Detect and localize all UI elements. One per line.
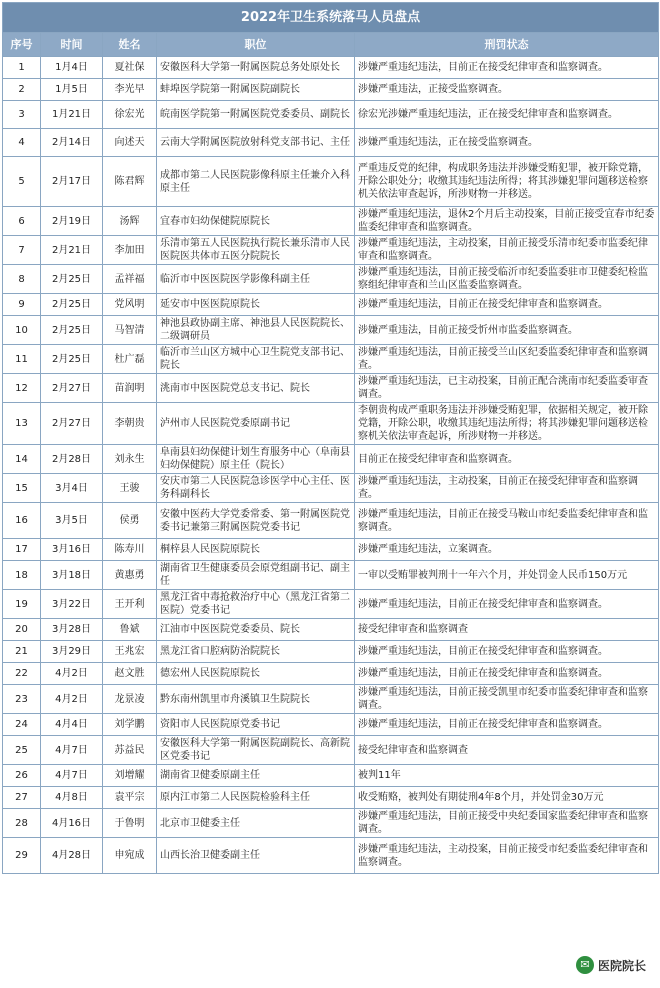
row-number: 7 xyxy=(3,236,41,265)
table-row xyxy=(3,316,659,345)
row-number: 5 xyxy=(3,157,41,207)
row-status: 接受纪律审查和监察调查 xyxy=(355,736,659,765)
table-row xyxy=(3,736,659,765)
row-name: 于鲁明 xyxy=(103,809,157,838)
row-name: 陈寿川 xyxy=(103,539,157,561)
row-status: 接受纪律审查和监察调查 xyxy=(355,619,659,641)
row-number: 11 xyxy=(3,345,41,374)
table-row xyxy=(3,294,659,316)
row-name: 刘增耀 xyxy=(103,765,157,787)
table-row xyxy=(3,809,659,838)
table-row xyxy=(3,101,659,129)
row-position: 安庆市第二人民医院急诊医学中心主任、医务科副科长 xyxy=(157,474,355,503)
row-position: 阜南县妇幼保健计划生育服务中心（阜南县妇幼保健院）原主任（院长） xyxy=(157,445,355,474)
table-row xyxy=(3,714,659,736)
table-row xyxy=(3,265,659,294)
row-status: 涉嫌严重违纪违法，主动投案，目前正接受乐清市纪委市监委纪律审查和监察调查。 xyxy=(355,236,659,265)
row-position: 黔东南州凯里市舟溪镇卫生院院长 xyxy=(157,685,355,714)
row-number: 22 xyxy=(3,663,41,685)
row-status: 涉嫌严重违纪违法，正在接受监察调查。 xyxy=(355,129,659,157)
row-status: 涉嫌严重违纪违法，目前正在接受纪律审查和监察调查。 xyxy=(355,641,659,663)
row-status: 涉嫌严重违纪违法，目前正在接受纪律审查和监察调查。 xyxy=(355,294,659,316)
row-number: 19 xyxy=(3,590,41,619)
row-number: 3 xyxy=(3,101,41,129)
row-status: 目前正在接受纪律审查和监察调查。 xyxy=(355,445,659,474)
row-name: 赵文胜 xyxy=(103,663,157,685)
row-date: 2月14日 xyxy=(41,129,103,157)
row-position: 蚌埠医学院第一附属医院副院长 xyxy=(157,79,355,101)
table-row xyxy=(3,765,659,787)
row-date: 4月7日 xyxy=(41,765,103,787)
row-date: 4月4日 xyxy=(41,714,103,736)
table-row xyxy=(3,787,659,809)
row-position: 江油市中医医院党委委员、院长 xyxy=(157,619,355,641)
row-date: 2月27日 xyxy=(41,374,103,403)
table-row xyxy=(3,236,659,265)
row-position: 宜春市妇幼保健院原院长 xyxy=(157,207,355,236)
table-row xyxy=(3,374,659,403)
row-date: 3月29日 xyxy=(41,641,103,663)
row-position: 安徽医科大学第一附属医院副院长、高新院区党委书记 xyxy=(157,736,355,765)
row-name: 夏社保 xyxy=(103,57,157,79)
row-name: 刘永生 xyxy=(103,445,157,474)
row-date: 2月25日 xyxy=(41,265,103,294)
wechat-icon: ✉ xyxy=(576,956,594,974)
row-status: 李朝贵构成严重职务违法并涉嫌受贿犯罪，依据相关规定，被开除党籍，开除公职，收缴其违纪违法所得；将其涉嫌犯罪问题移送检察机关依法审查起诉，所涉财物一并移送。 xyxy=(355,403,659,445)
row-number: 18 xyxy=(3,561,41,590)
row-status: 严重违反党的纪律，构成职务违法并涉嫌受贿犯罪，被开除党籍，开除公职处分；收缴其违纪违法所得；将其涉嫌犯罪问题移送检察机关依法审查起诉，所涉财物一并移送。 xyxy=(355,157,659,207)
table-row xyxy=(3,403,659,445)
table-title: 2022年卫生系统落马人员盘点 xyxy=(3,3,659,33)
table-row xyxy=(3,474,659,503)
row-status: 徐宏光涉嫌严重违纪违法，正在接受纪律审查和监察调查。 xyxy=(355,101,659,129)
row-position: 皖南医学院第一附属医院党委委员、副院长 xyxy=(157,101,355,129)
row-name: 向述天 xyxy=(103,129,157,157)
row-position: 资阳市人民医院原党委书记 xyxy=(157,714,355,736)
table-row xyxy=(3,157,659,207)
row-position: 安徽医科大学第一附属医院总务处原处长 xyxy=(157,57,355,79)
row-name: 李朝贵 xyxy=(103,403,157,445)
row-number: 4 xyxy=(3,129,41,157)
row-status: 涉嫌严重违纪违法，目前正在接受马鞍山市纪委监委纪律审查和监察调查。 xyxy=(355,503,659,539)
row-date: 2月25日 xyxy=(41,345,103,374)
row-status: 涉嫌严重违纪违法，目前正接受临沂市纪委监委驻市卫健委纪检监察组纪律审查和兰山区监委监察调查。 xyxy=(355,265,659,294)
row-number: 29 xyxy=(3,838,41,874)
row-position: 神池县政协副主席、神池县人民医院院长、二级调研员 xyxy=(157,316,355,345)
row-position: 原内江市第二人民医院检验科主任 xyxy=(157,787,355,809)
row-number: 12 xyxy=(3,374,41,403)
row-position: 成都市第二人民医院影像科原主任兼介入科原主任 xyxy=(157,157,355,207)
row-name: 侯勇 xyxy=(103,503,157,539)
row-name: 袁平宗 xyxy=(103,787,157,809)
row-date: 4月2日 xyxy=(41,663,103,685)
row-name: 李加田 xyxy=(103,236,157,265)
row-number: 21 xyxy=(3,641,41,663)
table-row xyxy=(3,345,659,374)
row-number: 26 xyxy=(3,765,41,787)
row-position: 泸州市人民医院党委原副书记 xyxy=(157,403,355,445)
row-name: 陈君辉 xyxy=(103,157,157,207)
row-name: 汤辉 xyxy=(103,207,157,236)
row-number: 2 xyxy=(3,79,41,101)
row-position: 云南大学附属医院放射科党支部书记、主任 xyxy=(157,129,355,157)
row-name: 马智清 xyxy=(103,316,157,345)
table-row xyxy=(3,685,659,714)
row-number: 27 xyxy=(3,787,41,809)
row-name: 李光早 xyxy=(103,79,157,101)
row-status: 被判11年 xyxy=(355,765,659,787)
table-row xyxy=(3,503,659,539)
row-date: 1月5日 xyxy=(41,79,103,101)
row-name: 王开利 xyxy=(103,590,157,619)
row-status: 涉嫌严重违纪违法，立案调查。 xyxy=(355,539,659,561)
row-status: 涉嫌严重违纪违法，目前正接受中央纪委国家监委纪律审查和监察调查。 xyxy=(355,809,659,838)
row-number: 25 xyxy=(3,736,41,765)
row-date: 2月28日 xyxy=(41,445,103,474)
row-date: 1月4日 xyxy=(41,57,103,79)
row-date: 2月21日 xyxy=(41,236,103,265)
row-date: 2月25日 xyxy=(41,316,103,345)
row-position: 桐梓县人民医院原院长 xyxy=(157,539,355,561)
row-position: 德宏州人民医院原院长 xyxy=(157,663,355,685)
row-position: 乐清市第五人民医院执行院长兼乐清市人民医院医共体市五医分院院长 xyxy=(157,236,355,265)
row-date: 4月2日 xyxy=(41,685,103,714)
row-date: 3月4日 xyxy=(41,474,103,503)
header-position: 职位 xyxy=(157,33,355,57)
row-date: 1月21日 xyxy=(41,101,103,129)
row-number: 28 xyxy=(3,809,41,838)
table-body xyxy=(3,57,659,874)
header-status: 刑罚状态 xyxy=(355,33,659,57)
table-row xyxy=(3,57,659,79)
row-date: 2月25日 xyxy=(41,294,103,316)
row-position: 黑龙江省口腔病防治院院长 xyxy=(157,641,355,663)
watermark-text: 医院院长 xyxy=(597,958,646,973)
row-position: 山西长治卫健委副主任 xyxy=(157,838,355,874)
row-position: 湖南省卫健委原副主任 xyxy=(157,765,355,787)
row-name: 杜广磊 xyxy=(103,345,157,374)
row-number: 6 xyxy=(3,207,41,236)
row-name: 黄惠勇 xyxy=(103,561,157,590)
table-row xyxy=(3,445,659,474)
row-status: 涉嫌严重违纪违法，目前正在接受纪律审查和监察调查。 xyxy=(355,57,659,79)
table-row xyxy=(3,663,659,685)
row-date: 4月28日 xyxy=(41,838,103,874)
row-name: 申宛成 xyxy=(103,838,157,874)
row-number: 10 xyxy=(3,316,41,345)
watermark-logo xyxy=(572,954,650,976)
row-number: 20 xyxy=(3,619,41,641)
row-name: 孟祥福 xyxy=(103,265,157,294)
row-date: 4月7日 xyxy=(41,736,103,765)
row-date: 3月18日 xyxy=(41,561,103,590)
row-position: 北京市卫健委主任 xyxy=(157,809,355,838)
row-number: 15 xyxy=(3,474,41,503)
row-status: 涉嫌严重违法，正接受监察调查。 xyxy=(355,79,659,101)
row-name: 党风明 xyxy=(103,294,157,316)
row-status: 涉嫌严重违纪违法，已主动投案，目前正配合洮南市纪委监委审查调查。 xyxy=(355,374,659,403)
header-no: 序号 xyxy=(3,33,41,57)
row-number: 13 xyxy=(3,403,41,445)
row-position: 延安市中医医院原院长 xyxy=(157,294,355,316)
row-number: 8 xyxy=(3,265,41,294)
row-name: 苗润明 xyxy=(103,374,157,403)
row-name: 王兆宏 xyxy=(103,641,157,663)
page xyxy=(0,2,660,988)
row-number: 24 xyxy=(3,714,41,736)
row-number: 17 xyxy=(3,539,41,561)
row-date: 4月16日 xyxy=(41,809,103,838)
row-date: 3月16日 xyxy=(41,539,103,561)
row-status: 涉嫌严重违纪违法，退休2个月后主动投案，目前正接受宜春市纪委监委纪律审查和监察调查。 xyxy=(355,207,659,236)
row-date: 2月17日 xyxy=(41,157,103,207)
table-row xyxy=(3,590,659,619)
row-position: 安徽中医药大学党委常委、第一附属医院党委书记兼第三附属医院党委书记 xyxy=(157,503,355,539)
row-position: 黑龙江省中毒抢救治疗中心（黑龙江省第二医院）党委书记 xyxy=(157,590,355,619)
table-row xyxy=(3,79,659,101)
row-position: 湖南省卫生健康委员会原党组副书记、副主任 xyxy=(157,561,355,590)
table-row xyxy=(3,561,659,590)
row-position: 临沂市兰山区方城中心卫生院党支部书记、院长 xyxy=(157,345,355,374)
table-row xyxy=(3,838,659,874)
row-status: 一审以受贿罪被判刑十一年六个月，并处罚金人民币150万元 xyxy=(355,561,659,590)
row-name: 鲁斌 xyxy=(103,619,157,641)
row-number: 23 xyxy=(3,685,41,714)
row-status: 涉嫌严重违纪违法，目前正在接受纪律审查和监察调查。 xyxy=(355,663,659,685)
row-status: 涉嫌严重违纪违法，目前正接受兰山区纪委监委纪律审查和监察调查。 xyxy=(355,345,659,374)
row-position: 洮南市中医医院党总支书记、院长 xyxy=(157,374,355,403)
row-number: 1 xyxy=(3,57,41,79)
row-status: 涉嫌严重违纪违法，目前正在接受纪律审查和监察调查。 xyxy=(355,714,659,736)
row-name: 苏益民 xyxy=(103,736,157,765)
row-name: 徐宏光 xyxy=(103,101,157,129)
table-row xyxy=(3,619,659,641)
table-row xyxy=(3,641,659,663)
row-status: 涉嫌严重违纪违法，主动投案，目前正在接受纪律审查和监察调查。 xyxy=(355,474,659,503)
row-status: 涉嫌严重违纪违法，主动投案，目前正接受市纪委监委纪律审查和监察调查。 xyxy=(355,838,659,874)
row-date: 3月28日 xyxy=(41,619,103,641)
table-row xyxy=(3,207,659,236)
row-status: 涉嫌严重违纪违法，目前正接受凯里市纪委市监委纪律审查和监察调查。 xyxy=(355,685,659,714)
row-number: 14 xyxy=(3,445,41,474)
table-row xyxy=(3,129,659,157)
personnel-table xyxy=(2,2,659,874)
row-status: 收受贿赂，被判处有期徒刑4年8个月，并处罚金30万元 xyxy=(355,787,659,809)
row-number: 16 xyxy=(3,503,41,539)
row-date: 2月19日 xyxy=(41,207,103,236)
row-status: 涉嫌严重违法，目前正接受忻州市监委监察调查。 xyxy=(355,316,659,345)
row-date: 3月5日 xyxy=(41,503,103,539)
row-number: 9 xyxy=(3,294,41,316)
table-row xyxy=(3,539,659,561)
row-status: 涉嫌严重违纪违法，目前正在接受纪律审查和监察调查。 xyxy=(355,590,659,619)
row-position: 临沂市中医医院医学影像科副主任 xyxy=(157,265,355,294)
row-name: 刘学鹏 xyxy=(103,714,157,736)
header-date: 时间 xyxy=(41,33,103,57)
header-name: 姓名 xyxy=(103,33,157,57)
row-name: 龙景凌 xyxy=(103,685,157,714)
row-name: 王骏 xyxy=(103,474,157,503)
row-date: 3月22日 xyxy=(41,590,103,619)
row-date: 4月8日 xyxy=(41,787,103,809)
row-date: 2月27日 xyxy=(41,403,103,445)
